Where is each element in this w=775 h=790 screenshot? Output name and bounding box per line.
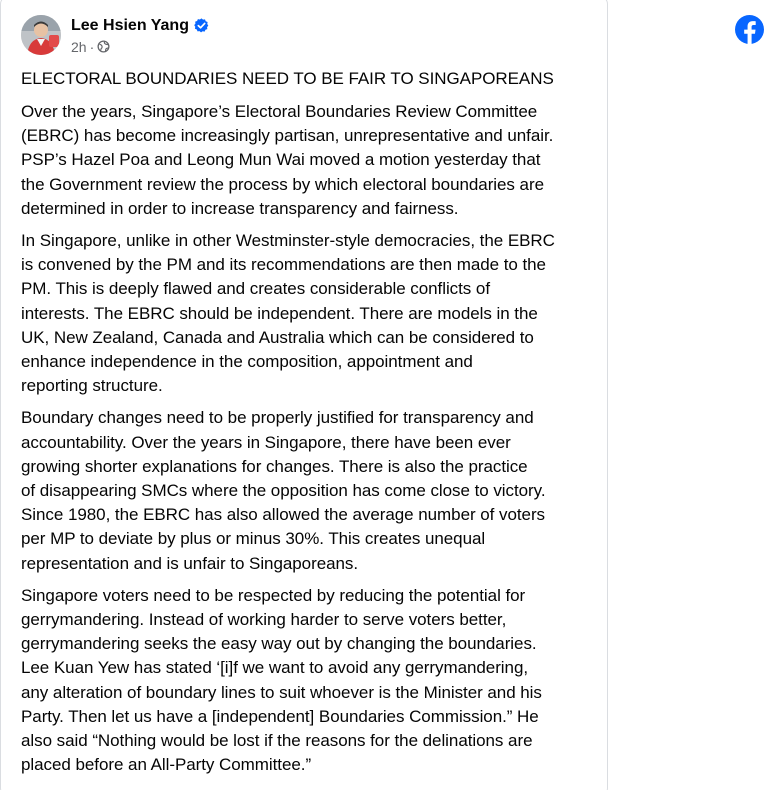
paragraph-line: UK, New Zealand, Canada and Australia which can be considered to xyxy=(21,327,534,347)
post-paragraph xyxy=(21,100,601,221)
paragraph-line: the Government review the process by which electoral boundaries are xyxy=(21,174,544,194)
avatar[interactable] xyxy=(21,15,61,55)
post-paragraph xyxy=(21,406,601,575)
paragraph-line: Singapore voters need to be respected by reducing the potential for xyxy=(21,585,526,605)
paragraph-line: any alteration of boundary lines to suit whoever is the Minister and his xyxy=(21,682,542,702)
meta-separator: · xyxy=(89,38,95,55)
paragraph-line: per MP to deviate by plus or minus 30%. This creates unequal xyxy=(21,529,486,549)
facebook-logo-icon[interactable] xyxy=(735,15,764,44)
paragraph-line: of disappearing SMCs where the opposition has come close to victory. xyxy=(21,481,546,501)
author-name[interactable]: Lee Hsien Yang xyxy=(71,16,189,34)
verified-badge-icon xyxy=(194,18,209,33)
paragraph-line: interests. The EBRC should be independent. There are models in the xyxy=(21,303,538,323)
paragraph-line: placed before an All-Party Committee.” xyxy=(21,755,312,775)
paragraph-line: enhance independence in the composition, appointment and xyxy=(21,352,473,372)
paragraph-line: growing shorter explanations for changes. There is also the practice xyxy=(21,456,528,476)
paragraph-line: Since 1980, the EBRC has also allowed the average number of voters xyxy=(21,505,546,525)
post-body xyxy=(21,66,601,785)
paragraph-line: PSP’s Hazel Poa and Leong Mun Wai moved a motion yesterday that xyxy=(21,150,541,170)
post-paragraphs xyxy=(21,100,601,777)
post-paragraph xyxy=(21,229,601,398)
paragraph-line: representation and is unfair to Singaporeans. xyxy=(21,553,359,573)
paragraph-line: determined in order to increase transparency and fairness. xyxy=(21,198,459,218)
paragraph-line: gerrymandering. Instead of working harder to serve voters better, xyxy=(21,610,507,630)
post-header xyxy=(21,13,209,57)
post-paragraph xyxy=(21,584,601,778)
paragraph-line: Over the years, Singapore’s Electoral Boundaries Review Committee xyxy=(21,102,538,121)
globe-icon[interactable] xyxy=(97,40,110,53)
paragraph-line: (EBRC) has become increasingly partisan, unrepresentative and unfair. xyxy=(21,126,554,146)
avatar-image xyxy=(21,15,61,55)
post-title: ELECTORAL BOUNDARIES NEED TO BE FAIR TO SINGAPOREANS xyxy=(21,69,554,88)
author-block xyxy=(71,16,209,55)
paragraph-line: is convened by the PM and its recommendations are then made to the xyxy=(21,255,546,275)
post-timestamp[interactable]: 2h xyxy=(71,38,87,55)
paragraph-line: gerrymandering seeks the easy way out by changing the boundaries. xyxy=(21,634,537,654)
paragraph-line: In Singapore, unlike in other Westminster-style democracies, the EBRC xyxy=(21,231,555,251)
post-meta xyxy=(71,39,209,55)
paragraph-line: reporting structure. xyxy=(21,376,163,396)
paragraph-line: Party. Then let us have a [independent] Boundaries Commission.” He xyxy=(21,706,539,726)
paragraph-line: accountability. Over the years in Singapore, there have been ever xyxy=(21,432,511,452)
paragraph-line: Lee Kuan Yew has stated ‘[i]f we want to avoid any gerrymandering, xyxy=(21,658,529,678)
paragraph-line: also said “Nothing would be lost if the reasons for the delinations are xyxy=(21,731,533,751)
author-row xyxy=(71,16,209,36)
paragraph-line: Boundary changes need to be properly justified for transparency and xyxy=(21,408,534,428)
paragraph-line: PM. This is deeply flawed and creates considerable conflicts of xyxy=(21,279,490,299)
